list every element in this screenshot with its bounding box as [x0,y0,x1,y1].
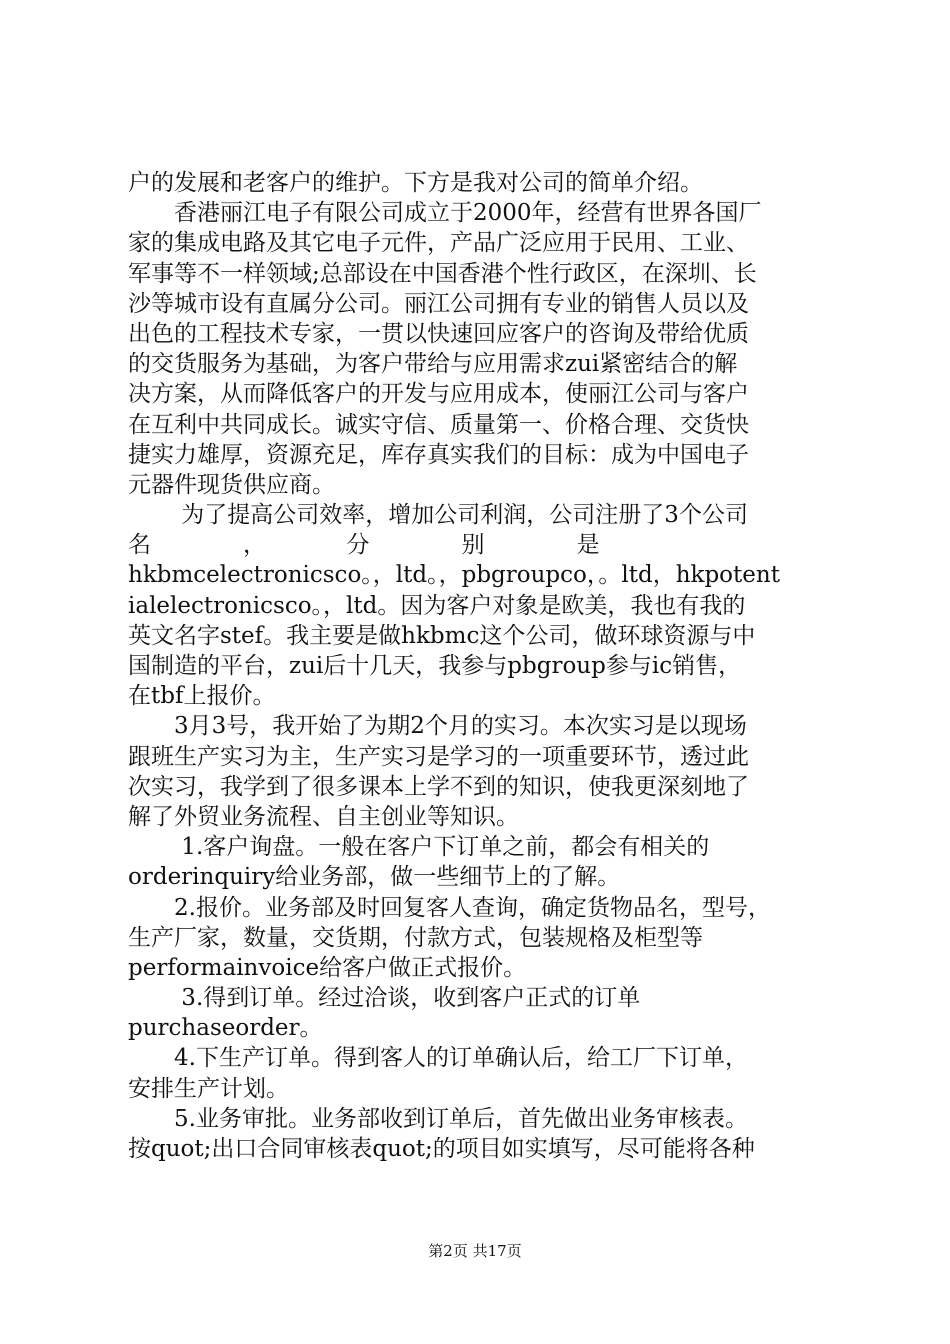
text-line: 按quot;出口合同审核表quot;的项目如实填写，尽可能将各种 [128,1136,755,1162]
text-line: orderinquiry给业务部，做一些细节上的了解。 [128,864,621,891]
text-line: hkbmcelectronicsco。，ltd。，pbgroupco，。ltd，hkpotent [128,562,780,589]
text-line: 户的发展和老客户的维护。下方是我对公司的简单介绍。 [128,170,703,196]
text-line: 为了提高公司效率，增加公司利润，公司注册了3个公司 [128,502,748,529]
text-line: 决方案，从而降低客户的开发与应用成本，使丽江公司与客户 [128,381,749,408]
text-line: 安排生产计划。 [128,1075,289,1102]
text-line: 国制造的平台，zui后十几天，我参与pbgroup参与ic销售， [128,653,742,679]
page-footer: 第2页 共17页 [428,1242,522,1260]
text-line: 次实习，我学到了很多课本上学不到的知识，使我更深刻地了 [128,773,749,800]
text-line: 5.业务审批。业务部收到订单后，首先做出业务审核表。 [128,1105,748,1132]
text-line: purchaseorder。 [128,1015,323,1042]
text-line: 出色的工程技术专家，一贯以快速回应客户的咨询及带给优质 [128,320,749,347]
text-line: 在互利中共同成长。诚实守信、质量第一、价格合理、交货快 [128,411,749,438]
text-line: 军事等不一样领域;总部设在中国香港个性行政区，在深圳、长 [128,260,757,287]
text-line: 捷实力雄厚，资源充足，库存真实我们的目标：成为中国电子 [128,441,749,468]
text-line: 生产厂家，数量，交货期，付款方式，包装规格及柜型等 [128,924,703,951]
text-line: 香港丽江电子有限公司成立于2000年，经营有世界各国厂 [128,200,762,227]
text-line: 2.报价。业务部及时回复客人查询，确定货物品名，型号， [128,894,771,921]
text-line: 元器件现货供应商。 [128,471,335,498]
body-text [128,168,828,1164]
text-line: 解了外贸业务流程、自主创业等知识。 [128,803,519,830]
text-line: 3.得到订单。经过洽谈，收到客户正式的订单 [128,985,641,1012]
text-line: 英文名字stef。我主要是做hkbmc这个公司，做环球资源与中 [128,622,756,649]
text-line: 名 ， 分 别 是 [128,532,600,559]
text-line: 在tbf上报价。 [128,683,276,710]
text-line: 3月3号，我开始了为期2个月的实习。本次实习是以现场 [128,713,747,740]
text-line: ialelectronicsco。，ltd。因为客户对象是欧美，我也有我的 [128,592,746,619]
text-line: 跟班生产实习为主，生产实习是学习的一项重要环节，透过此 [128,743,749,770]
text-line: 家的集成电路及其它电子元件，产品广泛应用于民用、工业、 [128,230,749,257]
text-line: 4.下生产订单。得到客人的订单确认后，给工厂下订单， [128,1045,748,1072]
text-line: 1.客户询盘。一般在客户下订单之前，都会有相关的 [128,834,710,861]
text-line: 沙等城市设有直属分公司。丽江公司拥有专业的销售人员以及 [128,290,749,317]
text-line: performainvoice给客户做正式报价。 [128,954,527,981]
text-line: 的交货服务为基础，为客户带给与应用需求zui紧密结合的解 [128,351,738,378]
